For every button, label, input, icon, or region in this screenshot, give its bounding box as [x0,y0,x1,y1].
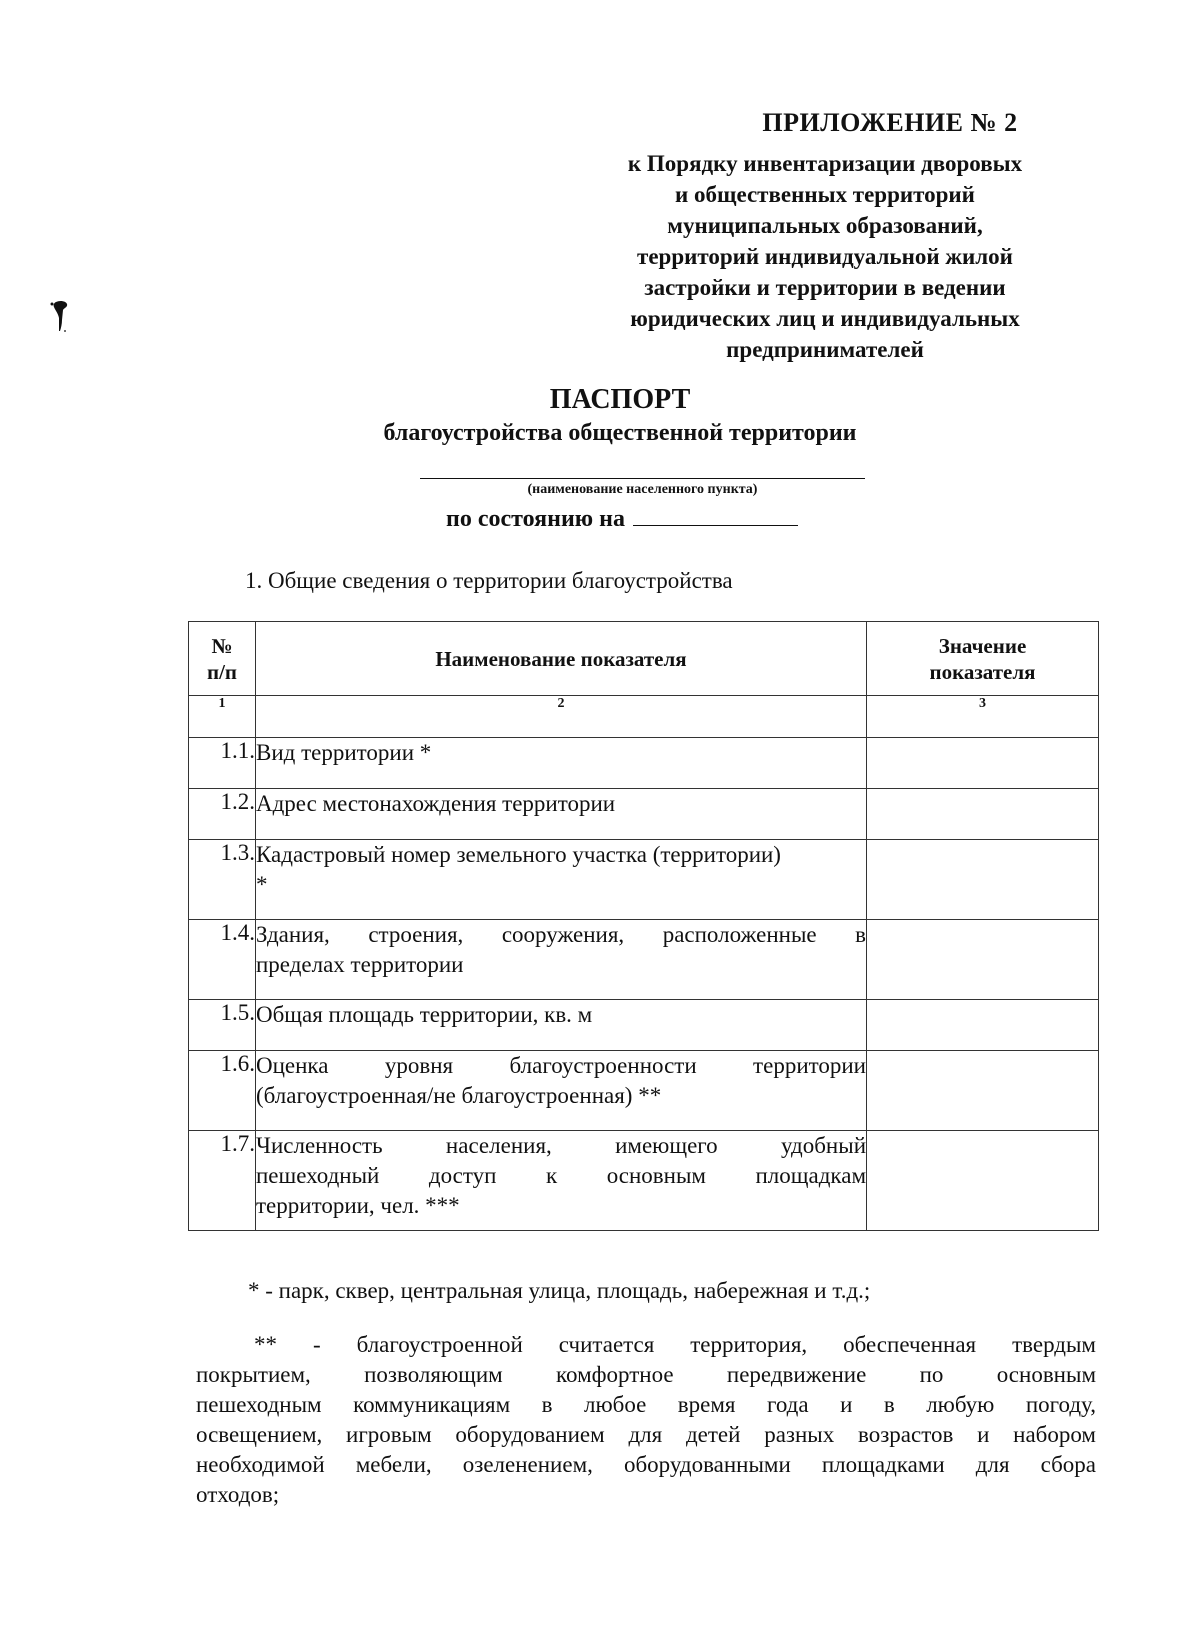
row-number: 1.7. [189,1131,256,1231]
table-row [189,738,1099,789]
table-row [189,1131,1099,1231]
section-heading: 1. Общие сведения о территории благоустройства [245,568,733,593]
appendix-subtitle-line: территорий индивидуальной жилой [637,244,1013,269]
row-label-line: пределах территории [256,952,464,977]
row-value-cell[interactable] [867,920,1099,1000]
as-of-date [446,505,798,533]
row-number: 1.3. [189,840,256,920]
passport-subtitle: благоустройства общественной территории [383,420,857,446]
row-label-line: Адрес местонахождения территории [256,791,616,816]
row-label [256,1131,867,1231]
table-row [189,1051,1099,1131]
row-label-line: Численность населения, имеющего удобный [256,1133,866,1158]
row-value-cell[interactable] [867,1000,1099,1051]
appendix-subtitle [560,148,1090,365]
as-of-date-blank [633,505,798,526]
row-label-line: Общая площадь территории, кв. м [256,1002,593,1027]
row-number: 1.1. [189,738,256,789]
row-value-cell[interactable] [867,789,1099,840]
row-label-line: Кадастровый номер земельного участка (территории) [256,842,781,867]
row-label-line: Оценка уровня благоустроенности территории [256,1053,866,1078]
row-label [256,840,867,920]
footnote-territory-types: * - парк, сквер, центральная улица, площадь, набережная и т.д.; [248,1278,871,1303]
header-number-line: № [211,633,233,658]
column-number-row [189,696,1099,738]
indicators-table [188,621,1099,1231]
table-row [189,789,1099,840]
row-label-line: * [256,872,268,897]
table-header-row [189,622,1099,696]
row-label [256,1000,867,1051]
header-number-line: п/п [206,659,238,684]
appendix-subtitle-line: юридических лиц и индивидуальных [630,306,1020,331]
table-row [189,1000,1099,1051]
column-number: 3 [867,696,1099,738]
row-number: 1.4. [189,920,256,1000]
row-label-line: Здания, строения, сооружения, расположенные в [256,922,866,947]
row-label-line: территории, чел. *** [256,1193,460,1218]
row-label-line: (благоустроенная/не благоустроенная) ** [256,1083,662,1108]
row-label [256,1051,867,1131]
footnote-line: необходимой мебели, озеленением, оборудованными площадками для сбора [196,1452,1096,1477]
settlement-name-caption: (наименование населенного пункта) [527,482,758,497]
column-number: 2 [256,696,867,738]
header-number [189,622,256,696]
row-label-line: пешеходный доступ к основным площадкам [256,1163,866,1188]
row-number: 1.2. [189,789,256,840]
appendix-header [560,108,1090,365]
table-row [189,920,1099,1000]
row-value-cell[interactable] [867,1131,1099,1231]
as-of-label: по состоянию на [446,506,625,532]
ink-blot-mark [50,298,72,334]
column-number: 1 [189,696,256,738]
footnote-line: пешеходным коммуникациям в любое время года и в любую погоду, [196,1392,1096,1417]
row-number: 1.5. [189,1000,256,1051]
appendix-subtitle-line: муниципальных образований, [667,213,983,238]
row-value-cell[interactable] [867,1051,1099,1131]
footnote-line: ** - благоустроенной считается территория, обеспеченная твердым [254,1332,1096,1357]
header-value-line: Значение [938,633,1027,658]
row-label [256,789,867,840]
footnote-line: отходов; [196,1482,280,1507]
appendix-title: ПРИЛОЖЕНИЕ № 2 [762,108,1018,137]
row-label [256,738,867,789]
appendix-subtitle-line: и общественных территорий [675,182,975,207]
header-indicator-value [867,622,1099,696]
table-row [189,840,1099,920]
header-indicator-name: Наименование показателя [256,622,867,696]
footnote-line: покрытием, позволяющим комфортное передвижение по основным [196,1362,1096,1387]
appendix-subtitle-line: застройки и территории в ведении [644,275,1006,300]
row-label-line: Вид территории * [256,740,432,765]
row-number: 1.6. [189,1051,256,1131]
settlement-name-blank [420,478,865,479]
passport-title: ПАСПОРТ [549,384,691,415]
row-value-cell[interactable] [867,738,1099,789]
header-value-line: показателя [929,659,1036,684]
appendix-subtitle-line: предпринимателей [726,337,924,362]
appendix-subtitle-line: к Порядку инвентаризации дворовых [627,151,1023,176]
footnote-line: освещением, игровым оборудованием для детей разных возрастов и набором [196,1422,1096,1447]
footnote-improved-territory [196,1330,1096,1510]
row-label [256,920,867,1000]
row-value-cell[interactable] [867,840,1099,920]
